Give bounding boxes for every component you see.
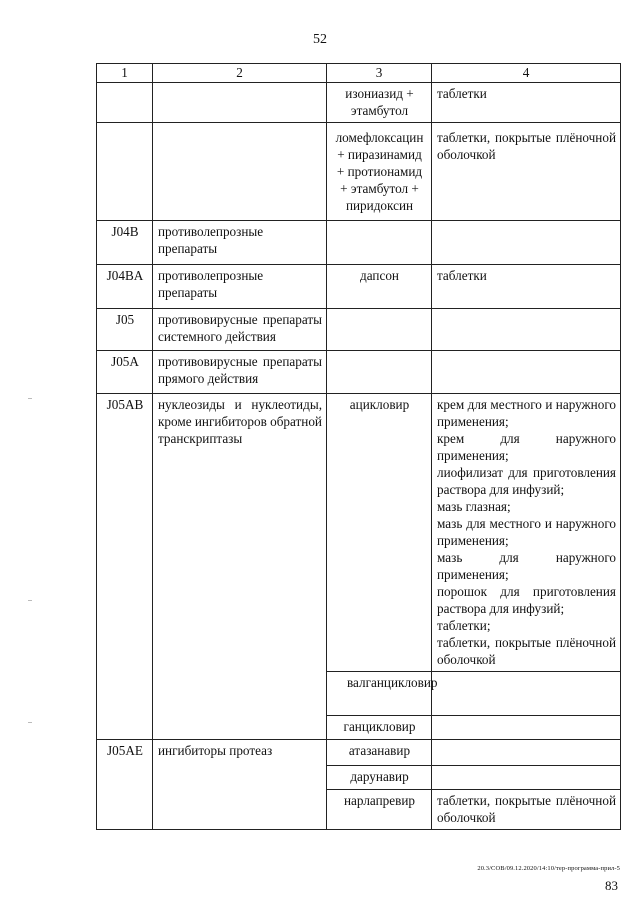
- table-row: [97, 351, 621, 394]
- group-name-cell: ингибиторы протеаз: [153, 740, 327, 830]
- column-header: 4: [432, 64, 621, 83]
- drug-name-cell: атазанавир: [327, 740, 432, 766]
- dosage-form-cell: [432, 309, 621, 351]
- margin-tick: [28, 722, 32, 723]
- dosage-form-cell: [432, 766, 621, 790]
- drug-name-cell: ацикловир: [327, 394, 432, 672]
- dosage-form-item: таблетки, покрытые плёночной оболочкой: [437, 635, 616, 667]
- drug-name-cell: [327, 351, 432, 394]
- dosage-form-item: таблетки;: [437, 618, 491, 633]
- dosage-form-cell: таблетки, покрытые плёночной оболочкой: [432, 790, 621, 830]
- drug-name-cell: ганцикловир: [327, 716, 432, 740]
- table-row: [97, 394, 621, 672]
- group-name-cell: противовирусные препараты системного действия: [153, 309, 327, 351]
- dosage-form-item: мазь для местного и наружного применения;: [437, 516, 616, 548]
- atc-code-cell: J04B: [97, 221, 153, 265]
- dosage-form-item: лиофилизат для приготовления раствора для инфузий;: [437, 465, 616, 497]
- dosage-form-cell: [432, 351, 621, 394]
- drug-name-cell: нарлапревир: [327, 790, 432, 830]
- drug-name-cell: валганцикловир: [327, 672, 432, 716]
- table-row: [97, 123, 621, 221]
- page-number: 52: [313, 32, 327, 47]
- table-row: [97, 309, 621, 351]
- table-row: [97, 221, 621, 265]
- dosage-form-item: мазь глазная;: [437, 499, 511, 514]
- drug-name-cell: дарунавир: [327, 766, 432, 790]
- group-name-cell: [153, 123, 327, 221]
- table-header-row: [97, 64, 621, 83]
- atc-code-cell: J05AE: [97, 740, 153, 830]
- drug-name-cell: ломефлоксацин + пиразинамид + протионамид + этамбутол + пиридоксин: [327, 123, 432, 221]
- margin-tick: [28, 600, 32, 601]
- drug-table: [96, 63, 621, 830]
- group-name-cell: [153, 83, 327, 123]
- document-footer-code: 20.3/СОВ/09.12.2020/14:10/тер-программа-прил-5: [477, 865, 620, 872]
- table-row: [97, 265, 621, 309]
- table-row: [97, 83, 621, 123]
- atc-code-cell: J05AB: [97, 394, 153, 740]
- dosage-form-cell: [432, 394, 621, 672]
- dosage-form-cell: таблетки: [432, 265, 621, 309]
- group-name-cell: противовирусные препараты прямого действия: [153, 351, 327, 394]
- group-name-cell: противолепрозные препараты: [153, 265, 327, 309]
- atc-code-cell: J05A: [97, 351, 153, 394]
- dosage-form-item: крем для наружного применения;: [437, 431, 616, 463]
- margin-tick: [28, 398, 32, 399]
- column-header: 2: [153, 64, 327, 83]
- column-header: 1: [97, 64, 153, 83]
- dosage-form-cell: таблетки: [432, 83, 621, 123]
- drug-name-cell: изониазид + этамбутол: [327, 83, 432, 123]
- sheet-number: 83: [605, 878, 618, 893]
- table-row: [97, 740, 621, 766]
- atc-code-cell: J05: [97, 309, 153, 351]
- dosage-form-cell: [432, 221, 621, 265]
- drug-name-cell: дапсон: [327, 265, 432, 309]
- dosage-form-item: мазь для наружного применения;: [437, 550, 616, 582]
- group-name-cell: противолепрозные препараты: [153, 221, 327, 265]
- group-name-cell: нуклеозиды и нуклеотиды, кроме ингибиторов обратной транскриптазы: [153, 394, 327, 740]
- dosage-form-item: порошок для приготовления раствора для инфузий;: [437, 584, 616, 616]
- drug-name-cell: [327, 309, 432, 351]
- dosage-form-cell: [432, 672, 621, 716]
- atc-code-cell: [97, 83, 153, 123]
- dosage-form-cell: [432, 740, 621, 766]
- drug-name-cell: [327, 221, 432, 265]
- atc-code-cell: [97, 123, 153, 221]
- atc-code-cell: J04BA: [97, 265, 153, 309]
- dosage-form-cell: таблетки, покрытые плёночной оболочкой: [432, 123, 621, 221]
- dosage-form-cell: [432, 716, 621, 740]
- dosage-form-item: крем для местного и наружного применения;: [437, 397, 616, 429]
- column-header: 3: [327, 64, 432, 83]
